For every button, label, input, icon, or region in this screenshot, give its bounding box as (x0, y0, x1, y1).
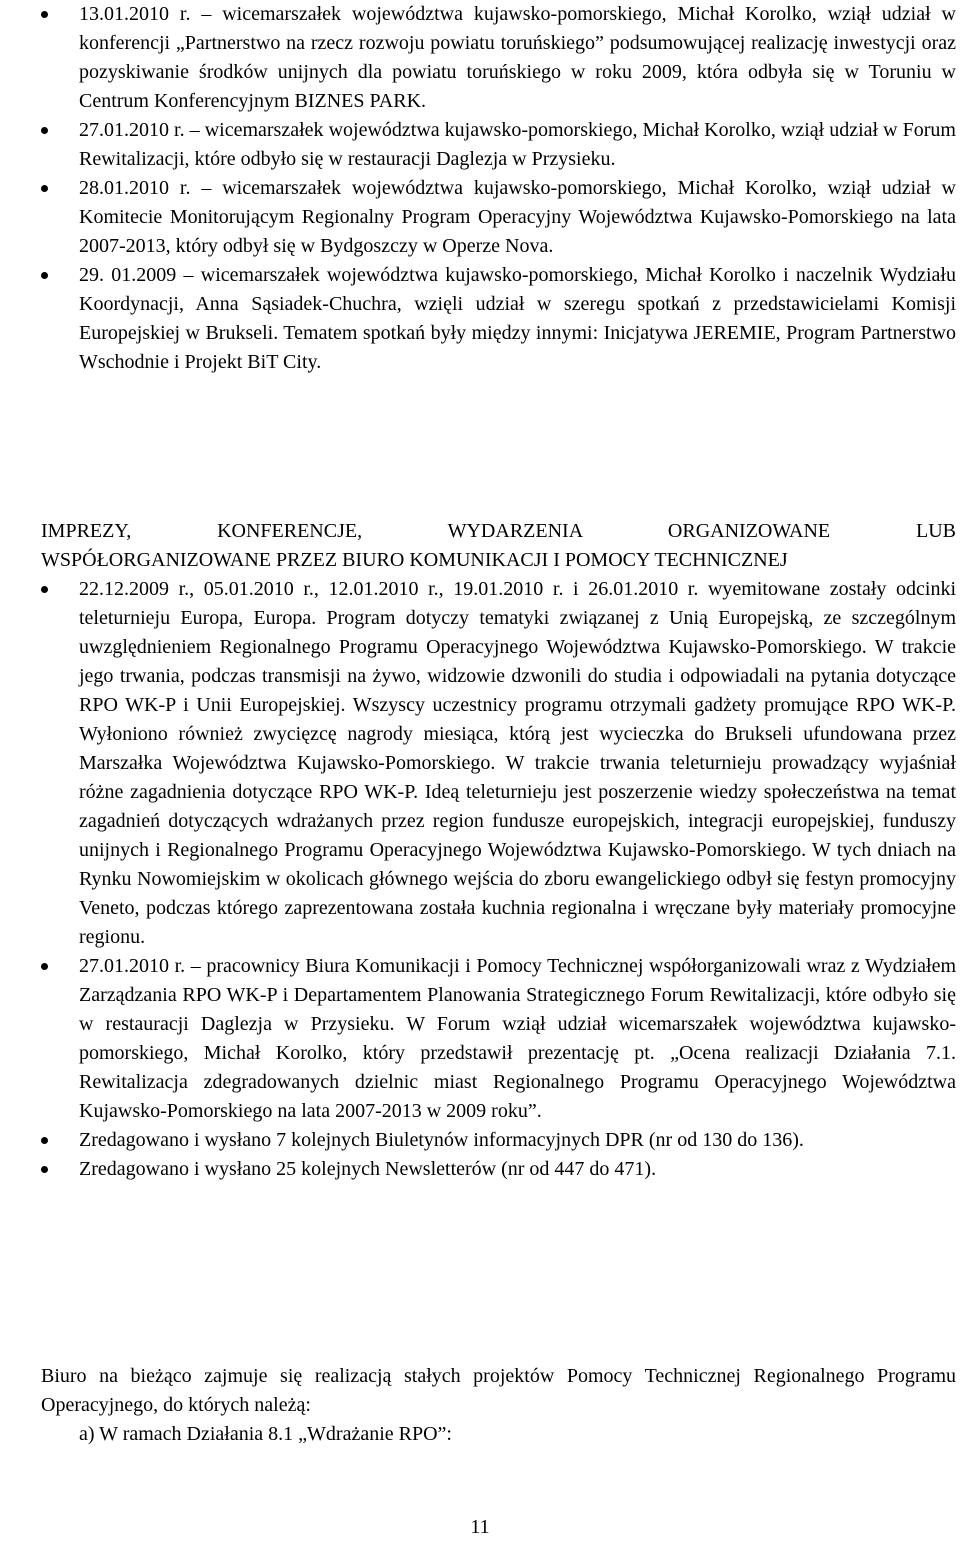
list-item: 29. 01.2009 – wicemarszałek województwa kujawsko-pomorskiego, Michał Korolko i naczelnik Wydziału Koordynacji, Anna Sąsiadek-Chuchra, wzięli udział w szeregu spotkań z przedstawicielami Komisji Europejskiej w Brukseli. Tematem spotkań były między innymi: Inicjatywa JEREMIE, Program Partnerstwo Wschodnie i Projekt BiT City. (0, 261, 960, 377)
closing-paragraph: Biuro na bieżąco zajmuje się realizacją stałych projektów Pomocy Technicznej Regionalnego Programu Operacyjnego, do których należą: (41, 1365, 956, 1416)
section-heading-continued: WSPÓŁORGANIZOWANE PRZEZ BIURO KOMUNIKACJI I POMOCY TECHNICZNEJ (41, 549, 788, 571)
list-item: 22.12.2009 r., 05.01.2010 r., 12.01.2010 r., 19.01.2010 r. i 26.01.2010 r. wyemitowane zostały odcinki teleturnieju Europa, Europa. Program dotyczy tematyki związanej z Unią Europejską, ze szczególnym uwzględnieniem Regionalnego Programu Operacyjnego Województwa Kujawsko-Pomorskiego. W trakcie jego trwania, podczas transmisji na żywo, widzowie dzwonili do studia i odpowiadali na pytania dotyczące RPO WK-P i Unii Europejskiej. Wszyscy uczestnicy programu otrzymali gadżety promujące RPO WK-P. Wyłoniono również zwycięzcę nagrody miesiąca, którą jest wycieczka do Brukseli ufundowana przez Marszałka Województwa Kujawsko-Pomorskiego. W trakcie trwania teleturnieju prowadzący wyjaśniał różne zagadnienia dotyczące RPO WK-P. Ideą teleturnieju jest poszerzenie wiedzy społeczeństwa na temat zagadnień dotyczących wdrażanych przez region fundusze europejskich, integracji europejskiej, funduszy unijnych i Regionalnego Programu Operacyjnego Województwa Kujawsko-Pomorskiego. W tych dniach na Rynku Nowomiejskim w okolicach głównego wejścia do zboru ewangelickiego odbył się festyn promocyjny Veneto, podczas którego zaprezentowana została kuchnia regionalna i wręczane były materiały promocyjne regionu. (0, 575, 960, 952)
list-item: 27.01.2010 r. – wicemarszałek województwa kujawsko-pomorskiego, Michał Korolko, wziął udział w Forum Rewitalizacji, które odbyło się w restauracji Daglezja w Przysieku. (0, 116, 960, 174)
list-item: 27.01.2010 r. – pracownicy Biura Komunikacji i Pomocy Technicznej współorganizowali wraz z Wydziałem Zarządzania RPO WK-P i Departamentem Planowania Strategicznego Forum Rewitalizacji, które odbyło się w restauracji Daglezja w Przysieku. W Forum wziął udział wicemarszałek województwa kujawsko-pomorskiego, Michał Korolko, który przedstawił prezentację pt. „Ocena realizacji Działania 7.1. Rewitalizacja zdegradowanych dzielnic miast Regionalnego Programu Operacyjnego Województwa Kujawsko-Pomorskiego na lata 2007-2013 w 2009 roku”. (0, 952, 960, 1126)
list-item: Zredagowano i wysłano 25 kolejnych Newsletterów (nr od 447 do 471). (0, 1155, 960, 1184)
list-item: 13.01.2010 r. – wicemarszałek województwa kujawsko-pomorskiego, Michał Korolko, wziął udział w konferencji „Partnerstwo na rzecz rozwoju powiatu toruńskiego” podsumowującej realizację inwestycji oraz pozyskiwanie środków unijnych dla powiatu toruńskiego w roku 2009, która odbyła się w Toruniu w Centrum Konferencyjnym BIZNES PARK. (0, 0, 960, 116)
page-number: 11 (470, 1516, 490, 1538)
list-item: 28.01.2010 r. – wicemarszałek województwa kujawsko-pomorskiego, Michał Korolko, wziął udział w Komitecie Monitorującym Regionalny Program Operacyjny Województwa Kujawsko-Pomorskiego na lata 2007-2013, który odbył się w Bydgoszczy w Operze Nova. (0, 174, 960, 261)
activities-list (0, 0, 960, 377)
section-heading: IMPREZY, KONFERENCJE, WYDARZENIA ORGANIZOWANE LUB (41, 520, 956, 542)
list-item: Zredagowano i wysłano 7 kolejnych Biuletynów informacyjnych DPR (nr od 130 do 136). (0, 1126, 960, 1155)
events-list (0, 575, 960, 1184)
closing-subitem: a) W ramach Działania 8.1 „Wdrażanie RPO”: (79, 1423, 452, 1445)
